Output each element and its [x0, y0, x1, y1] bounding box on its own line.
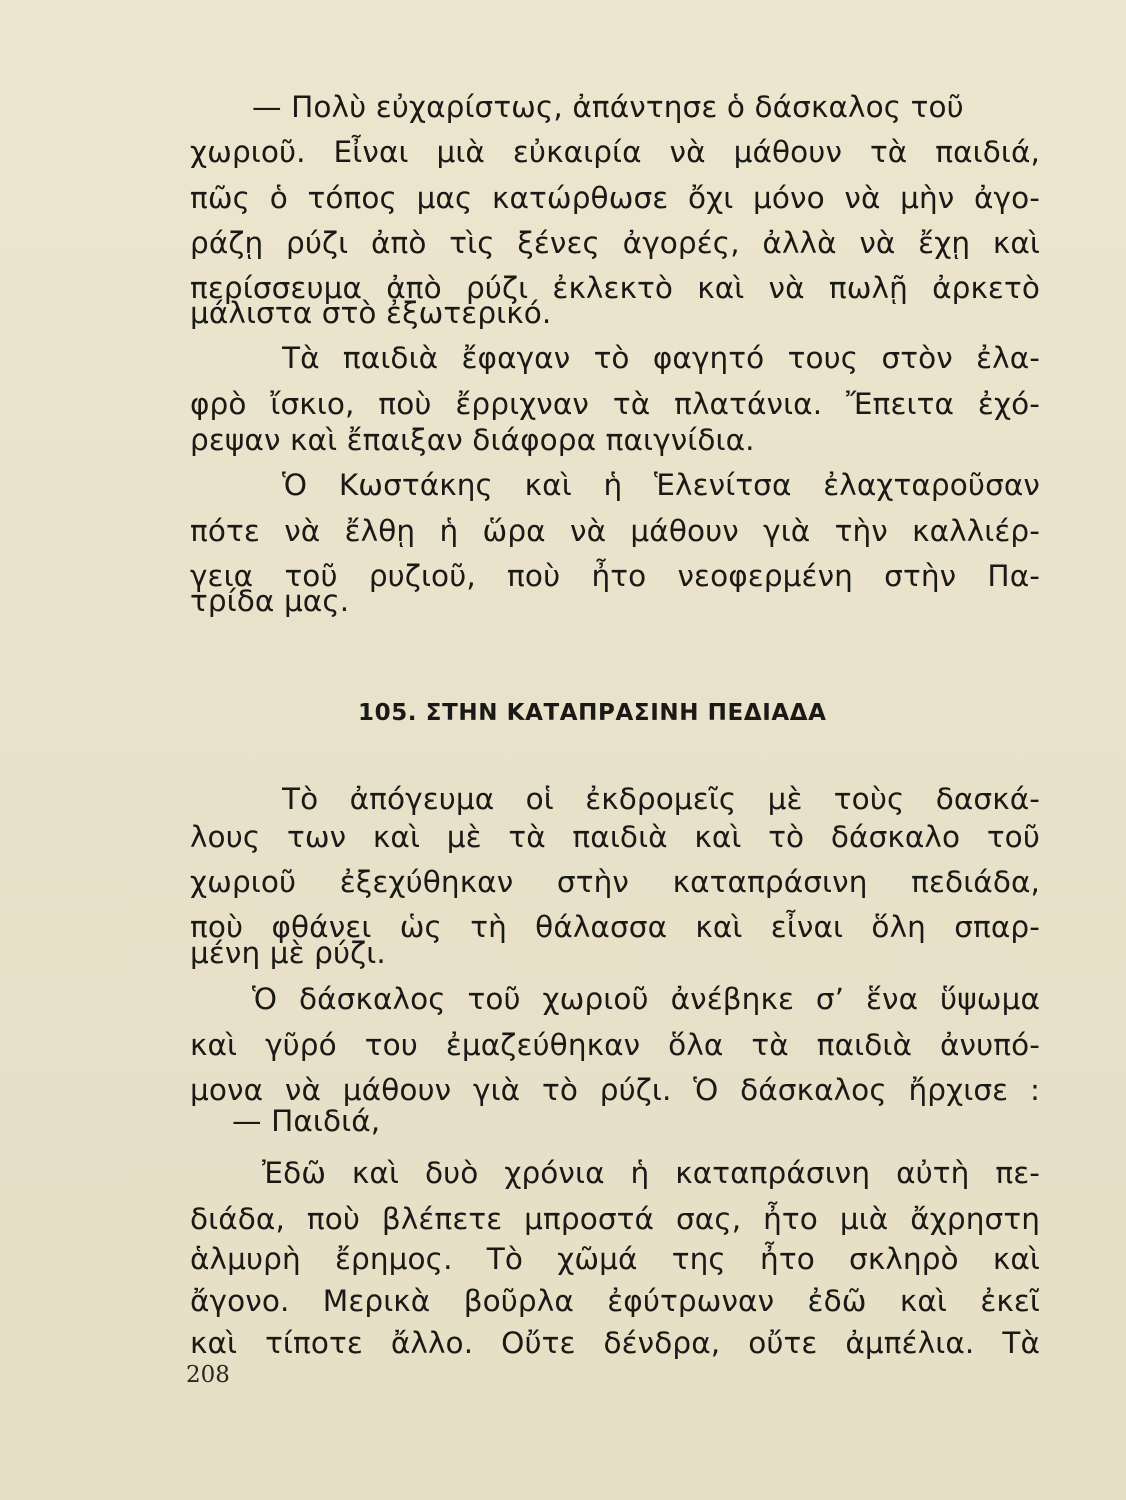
text-line: μάλιστα στὸ ἐξωτερικό.: [190, 296, 552, 330]
page-number: 208: [186, 1362, 230, 1388]
text-line: φρὸ ἴσκιο, ποὺ ἔρριχναν τὰ πλατάνια. Ἔπειτα ἐχό-: [190, 387, 1040, 421]
text-line: καὶ γῦρό του ἐμαζεύθηκαν ὅλα τὰ παιδιὰ ἀνυπό-: [190, 1028, 1040, 1062]
text-line: διάδα, ποὺ βλέπετε μπροστά σας, ἦτο μιὰ ἄχρηστη: [190, 1202, 1040, 1236]
text-line: χωριοῦ. Εἶναι μιὰ εὐκαιρία νὰ μάθουν τὰ παιδιά,: [190, 135, 1040, 169]
text-line: Τὸ ἀπόγευμα οἱ ἐκδρομεῖς μὲ τοὺς δασκά-: [282, 782, 1040, 816]
text-line: ράζῃ ρύζι ἀπὸ τὶς ξένες ἀγορές, ἀλλὰ νὰ ἔχῃ καὶ: [190, 226, 1040, 260]
text-line: λους των καὶ μὲ τὰ παιδιὰ καὶ τὸ δάσκαλο τοῦ: [190, 820, 1040, 854]
text-line: μένη μὲ ρύζι.: [190, 936, 386, 970]
section-heading: 105. ΣΤΗΝ ΚΑΤΑΠΡΑΣΙΝΗ ΠΕΔΙΑΔΑ: [358, 700, 827, 726]
text-line: ποὺ φθάνει ὡς τὴ θάλασσα καὶ εἶναι ὅλη σπαρ-: [190, 910, 1040, 944]
text-line: — Παιδιά,: [232, 1104, 381, 1138]
text-line: Ἐδῶ καὶ δυὸ χρόνια ἡ καταπράσινη αὐτὴ πε-: [262, 1156, 1040, 1190]
text-line: περίσσευμα ἀπὸ ρύζι ἐκλεκτὸ καὶ νὰ πωλῇ ἀρκετὸ: [190, 271, 1040, 305]
text-line: Τὰ παιδιὰ ἔφαγαν τὸ φαγητό τους στὸν ἐλα-: [282, 341, 1040, 375]
text-line: — Πολὺ εὐχαρίστως, ἀπάντησε ὁ δάσκαλος τοῦ: [252, 90, 964, 124]
text-line: ἄγονο. Μερικὰ βοῦρλα ἐφύτρωναν ἐδῶ καὶ ἐκεῖ: [190, 1284, 1040, 1318]
text-line: τρίδα μας.: [190, 584, 350, 618]
text-line: χωριοῦ ἐξεχύθηκαν στὴν καταπράσινη πεδιάδα,: [190, 865, 1040, 899]
text-line: ἁλμυρὴ ἔρημος. Τὸ χῶμά της ἦτο σκληρὸ καὶ: [190, 1242, 1040, 1276]
text-line: Ὁ δάσκαλος τοῦ χωριοῦ ἀνέβηκε σ’ ἕνα ὕψωμα: [252, 982, 1040, 1016]
text-line: πῶς ὁ τόπος μας κατώρθωσε ὄχι μόνο νὰ μὴν ἀγο-: [190, 181, 1040, 215]
text-line: καὶ τίποτε ἄλλο. Οὔτε δένδρα, οὔτε ἀμπέλια. Τὰ: [190, 1326, 1040, 1360]
text-line: Ὁ Κωστάκης καὶ ἡ Ἑλενίτσα ἐλαχταροῦσαν: [282, 468, 1040, 502]
text-line: γεια τοῦ ρυζιοῦ, ποὺ ἦτο νεοφερμένη στὴν Πα-: [190, 559, 1040, 593]
text-line: ρεψαν καὶ ἔπαιξαν διάφορα παιγνίδια.: [190, 423, 755, 457]
text-line: μονα νὰ μάθουν γιὰ τὸ ρύζι. Ὁ δάσκαλος ἤρχισε :: [190, 1073, 1040, 1107]
text-line: πότε νὰ ἔλθῃ ἡ ὥρα νὰ μάθουν γιὰ τὴν καλλιέρ-: [190, 514, 1040, 548]
